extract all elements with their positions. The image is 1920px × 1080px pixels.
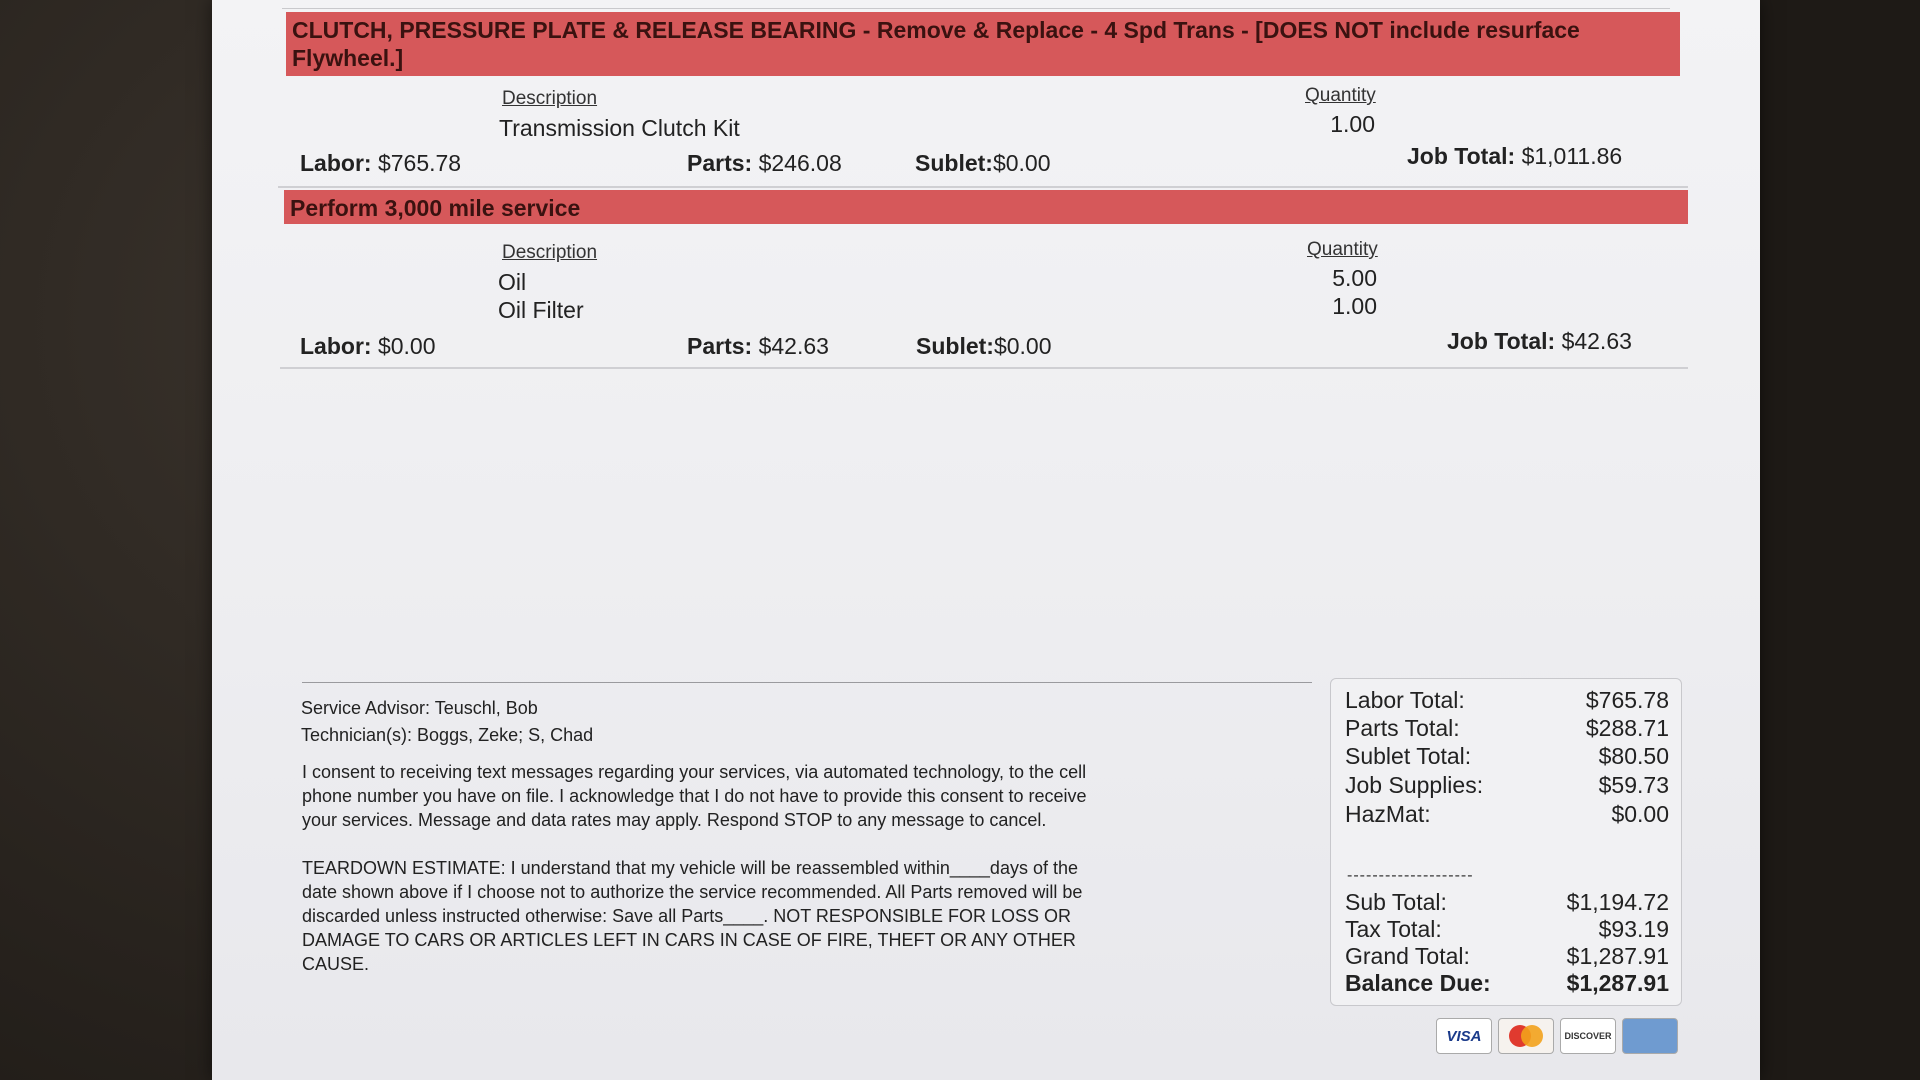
sublet-label: Sublet:	[915, 150, 993, 176]
sublet-label: Sublet:	[916, 333, 994, 359]
job-header-service	[284, 190, 1688, 224]
parts-value: $246.08	[758, 150, 842, 176]
invoice-page	[212, 0, 1760, 1080]
item-quantity: 5.00	[1332, 265, 1377, 291]
job-total-label: Job Total:	[1447, 328, 1556, 354]
job-divider	[280, 367, 1688, 369]
job-total-summary	[1407, 143, 1622, 170]
item-description: Oil	[498, 269, 527, 295]
tax-total-value: $93.19	[1598, 916, 1669, 942]
parts-label: Parts:	[687, 333, 753, 359]
job-total-value: $42.63	[1561, 328, 1632, 354]
parts-total-label: Parts Total:	[1345, 715, 1460, 741]
grand-total-row	[1345, 943, 1669, 971]
discover-card-icon: DISCOVER	[1560, 1018, 1616, 1054]
hazmat-row	[1345, 801, 1669, 829]
sublet-summary	[915, 150, 1051, 177]
job-supplies-value: $59.73	[1598, 772, 1669, 798]
item-description: Transmission Clutch Kit	[499, 115, 740, 141]
footer-divider	[302, 682, 1312, 683]
labor-label: Labor:	[300, 333, 372, 359]
mastercard-circles-icon	[1504, 1023, 1548, 1049]
sublet-value: $0.00	[992, 150, 1051, 176]
hazmat-label: HazMat:	[1345, 801, 1431, 827]
tax-total-row	[1345, 916, 1669, 944]
sublet-total-label: Sublet Total:	[1345, 743, 1472, 769]
sublet-total-row	[1345, 743, 1669, 771]
technicians: Technician(s): Boggs, Zeke; S, Chad	[301, 725, 594, 745]
sublet-summary	[916, 333, 1052, 360]
balance-due-row	[1345, 970, 1669, 998]
sublet-value: $0.00	[993, 333, 1052, 359]
service-advisor: Service Advisor: Teuschl, Bob	[301, 698, 538, 718]
labor-label: Labor:	[300, 150, 372, 176]
item-quantity: 1.00	[1332, 293, 1377, 319]
job-divider	[278, 186, 1688, 188]
parts-total-value: $288.71	[1585, 715, 1669, 741]
labor-value: $765.78	[377, 150, 462, 176]
tax-total-label: Tax Total:	[1345, 916, 1442, 942]
labor-summary	[300, 150, 461, 177]
job-supplies-label: Job Supplies:	[1345, 772, 1484, 798]
balance-due-label: Balance Due:	[1345, 970, 1491, 996]
quantity-header: Quantity	[1307, 239, 1378, 260]
parts-label: Parts:	[687, 150, 753, 176]
parts-total-row	[1345, 715, 1669, 743]
consent-text: I consent to receiving text messages regarding your services, via automated technology, to the cell phone number you have on file. I acknowledge that I do not have to provide this consent to receive your services. Message and data rates may apply. Respond STOP to any message to cancel.	[302, 762, 1087, 830]
labor-total-row	[1345, 687, 1669, 715]
labor-total-value: $765.78	[1585, 687, 1669, 713]
balance-due-value: $1,287.91	[1566, 970, 1669, 996]
totals-separator: --------------------	[1347, 867, 1474, 884]
job-supplies-row	[1345, 772, 1669, 800]
parts-summary	[687, 150, 842, 177]
job-title: Perform 3,000 mile service	[290, 195, 581, 221]
parts-value: $42.63	[758, 333, 829, 359]
sub-total-row	[1345, 889, 1669, 917]
grand-total-label: Grand Total:	[1345, 943, 1470, 969]
mastercard-card-icon	[1498, 1018, 1554, 1054]
description-header: Description	[502, 242, 598, 263]
labor-value: $0.00	[377, 333, 436, 359]
labor-summary	[300, 333, 436, 360]
job-total-label: Job Total:	[1407, 143, 1516, 169]
teardown-text: TEARDOWN ESTIMATE: I understand that my vehicle will be reassembled within____days of the date shown above if I choose not to authorize the service recommended. All Parts removed will be discarded unless instructed otherwise: Save all Parts____. NOT RESPONSIBLE FOR LOSS OR DAMAGE TO CARS OR ARTICLES LEFT IN CARS IN CASE OF FIRE, THEFT OR ANY OTHER CAUSE.	[302, 858, 1083, 974]
amex-card-icon	[1622, 1018, 1678, 1054]
hazmat-value: $0.00	[1611, 801, 1669, 827]
job-title: CLUTCH, PRESSURE PLATE & RELEASE BEARING - Remove & Replace - 4 Spd Trans - [DOES NOT include resurface Flywheel.]	[292, 17, 1580, 71]
parts-summary	[687, 333, 829, 360]
totals-box	[1330, 678, 1682, 1006]
sub-total-label: Sub Total:	[1345, 889, 1447, 915]
job-total-value: $1,011.86	[1521, 143, 1623, 169]
job-header-clutch	[286, 12, 1680, 76]
payment-cards	[1436, 1018, 1676, 1056]
visa-card-icon: VISA	[1436, 1018, 1492, 1054]
grand-total-value: $1,287.91	[1566, 943, 1669, 969]
quantity-header: Quantity	[1305, 85, 1376, 106]
sublet-total-value: $80.50	[1598, 743, 1669, 769]
sub-total-value: $1,194.72	[1566, 889, 1669, 915]
top-divider	[282, 8, 1670, 9]
labor-total-label: Labor Total:	[1345, 687, 1465, 713]
job-total-summary	[1447, 328, 1632, 355]
item-quantity: 1.00	[1330, 111, 1375, 137]
item-description: Oil Filter	[498, 297, 584, 323]
description-header: Description	[502, 88, 598, 109]
